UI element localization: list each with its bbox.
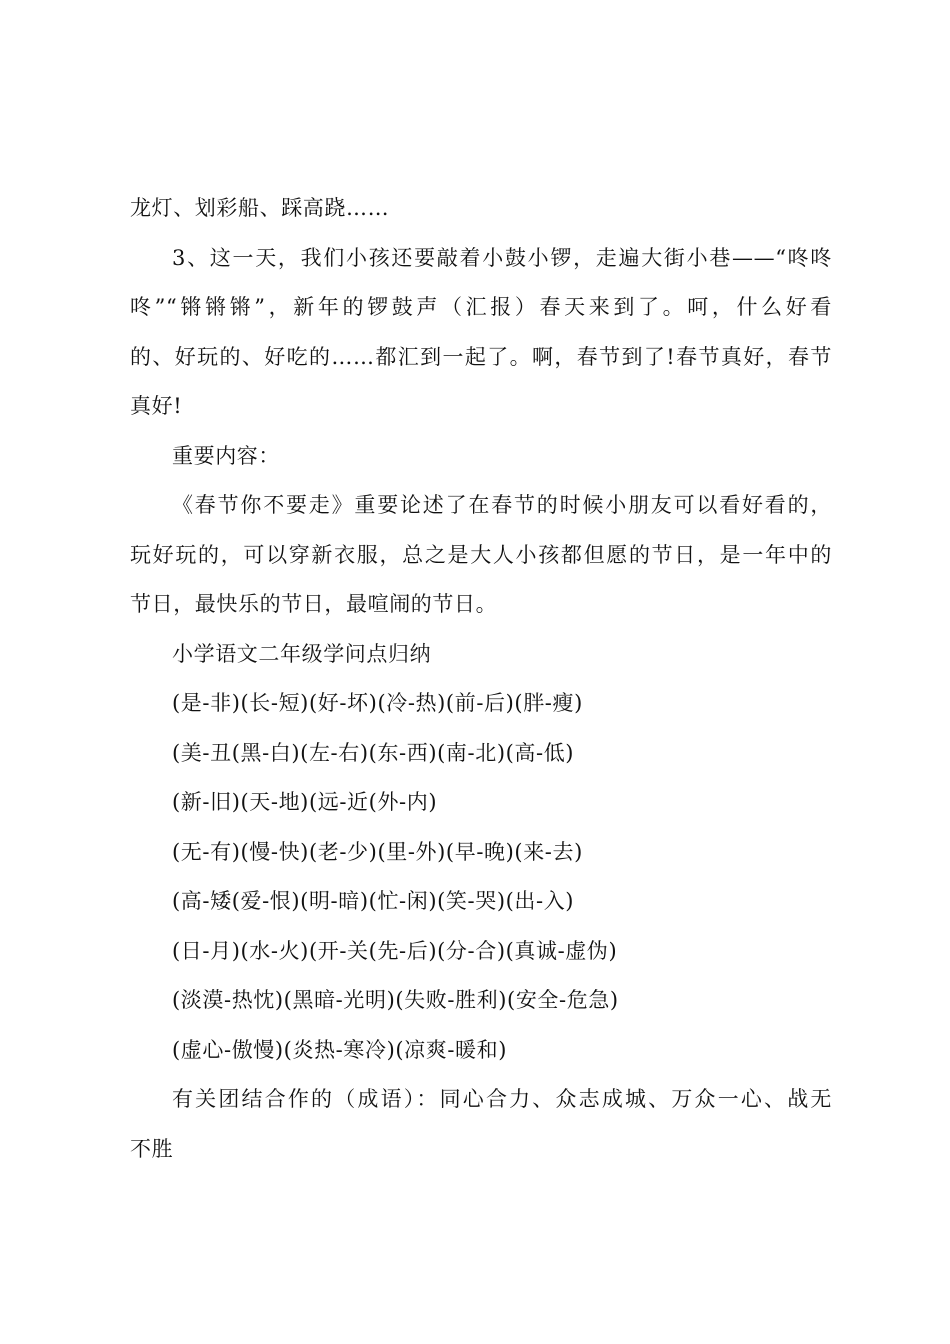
idiom-line-2: 不胜	[130, 1136, 174, 1161]
antonym-line-4: (无-有)(慢-快)(老-少)(里-外)(早-晚)(来-去)	[172, 839, 583, 864]
text-line-9: 节日，最快乐的节日，最喧闹的节日。	[130, 592, 498, 616]
antonym-line-8: (虚心-傲慢)(炎热-寒冷)(凉爽-暖和)	[172, 1037, 508, 1062]
idiom-line-1: 有关团结合作的（成语）：同心合力、众志成城、万众一心、战无	[172, 1087, 832, 1111]
text-line-5: 真好!	[130, 394, 183, 418]
antonym-line-3: (新-旧)(天-地)(远-近(外-内)	[172, 790, 438, 814]
antonym-line-2: (美-丑(黑-白)(左-右)(东-西)(南-北)(高-低)	[172, 740, 575, 765]
text-line-4: 的、好玩的、好吃的……都汇到一起了。啊，春节到了!春节真好，春节	[130, 344, 832, 369]
antonym-line-7: (淡漠-热忱)(黑暗-光明)(失败-胜利)(安全-危急)	[172, 988, 619, 1012]
antonym-line-6: (日-月)(水-火)(开-关(先-后)(分-合)(真诚-虚伪)	[172, 938, 618, 963]
text-line-8: 玩好玩的，可以穿新衣服，总之是大人小孩都但愿的节日，是一年中的	[130, 542, 832, 567]
text-line-1: 龙灯、划彩船、踩高跷……	[130, 196, 390, 220]
antonym-line-5: (高-矮(爱-恨)(明-暗)(忙-闲)(笑-哭)(出-入)	[172, 889, 575, 913]
text-line-3: 咚”“锵锵锵”，新年的锣鼓声（汇报）春天来到了。呵，什么好看	[130, 295, 832, 319]
section-heading-knowledge-summary: 小学语文二年级学问点归纳	[172, 641, 432, 666]
text-line-7: 《春节你不要走》重要论述了在春节的时候小朋友可以看好看的，	[172, 493, 832, 517]
text-line-2: 3、这一天，我们小孩还要敲着小鼓小锣，走遍大街小巷——“咚咚	[172, 245, 832, 270]
section-heading-important-content: 重要内容：	[172, 443, 280, 468]
antonym-line-1: (是-非)(长-短)(好-坏)(冷-热)(前-后)(胖-瘦)	[172, 691, 583, 715]
document-body	[130, 184, 832, 1174]
